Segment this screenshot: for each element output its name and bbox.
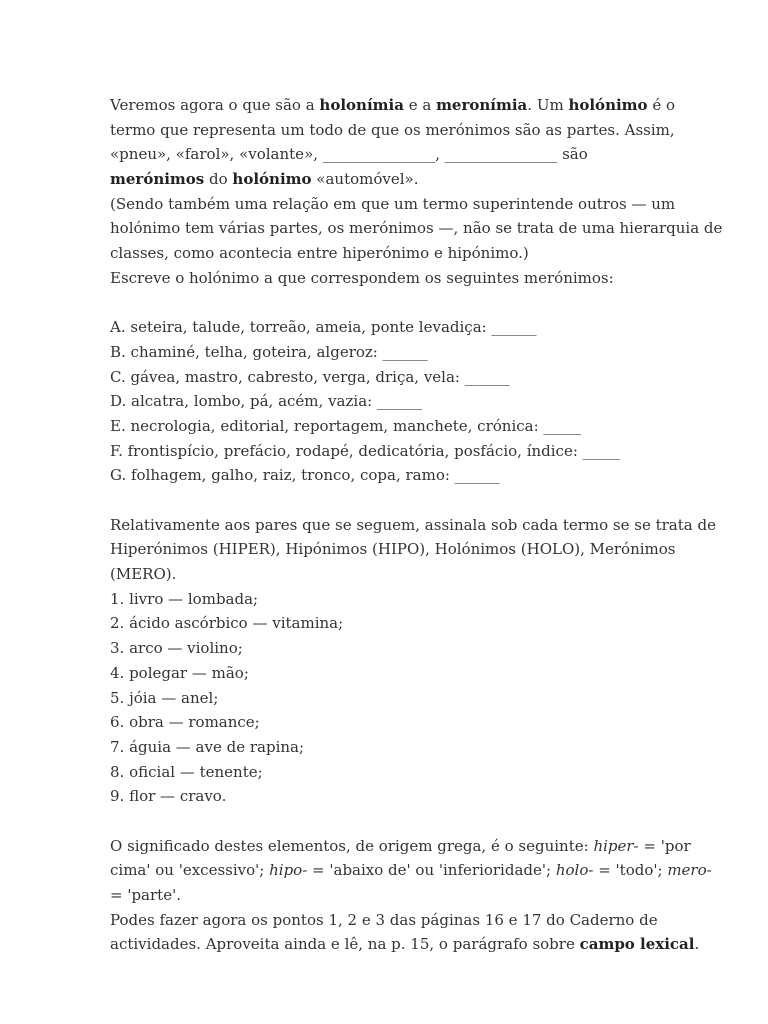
exercise1-item: F. frontispício, prefácio, rodapé, dedicatória, posfácio, índice: _____ [110,441,621,460]
exercise2-item: 9. flor — cravo. [110,787,227,806]
text: . Um [527,96,569,114]
exercise2-item: 3. arco — violino; [110,639,243,658]
exercise2-item: 8. oficial — tenente; [110,762,263,781]
instruction-line-5 [110,932,700,957]
exercise2-instruction-line: Hiperónimos (HIPER), Hipónimos (HIPO), Holónimos (HOLO), Merónimos [110,540,676,559]
text: = 'por [638,836,691,855]
text: do [204,170,233,189]
instruction-line-4: Podes fazer agora os pontos 1, 2 e 3 das páginas 16 e 17 do Caderno de [110,910,658,929]
text: = 'todo'; [593,861,668,880]
prefix-hipo: hipo- [269,861,308,880]
intro-line-1 [110,93,676,118]
intro-line-2: termo que representa um todo de que os merónimos são as partes. Assim, [110,120,675,139]
intro-line-3: «pneu», «farol», «volante», _______________, _______________ são [110,145,588,164]
text: = 'abaixo de' ou 'inferioridade'; [307,861,556,880]
text: O significado destes elementos, de origem grega, é o seguinte: [110,836,594,855]
exercise2-item: 5. jóia — anel; [110,688,219,707]
exercise2-item: 1. livro — lombada; [110,589,259,608]
document-body [110,93,723,957]
text: «automóvel». [311,170,419,189]
term-holonimo: holónimo [232,170,312,189]
text: . [694,935,700,954]
exercise1-item: G. folhagem, galho, raiz, tronco, copa, ramo: ______ [110,466,500,485]
term-holonimo: holónimo [568,96,648,114]
etymology-line-2 [110,858,712,883]
exercise2-instruction-line: Relativamente aos pares que se seguem, assinala sob cada termo se se trata de [110,515,716,534]
intro-line-6: holónimo tem várias partes, os merónimos —, não se trata de uma hierarquia de [110,219,723,238]
exercise2-item: 6. obra — romance; [110,713,260,732]
text: e a [403,96,437,114]
term-meronimia: meronímia [436,96,528,114]
exercise1-item: E. necrologia, editorial, reportagem, manchete, crónica: _____ [110,416,581,435]
exercise2-instruction-line: (MERO). [110,565,177,584]
term-campo-lexical: campo lexical [579,935,695,954]
exercise2-item: 7. águia — ave de rapina; [110,737,305,756]
intro-line-4 [110,167,660,192]
exercise1-item: B. chaminé, telha, goteira, algeroz: ______ [110,342,428,361]
text: cima' ou 'excessivo'; [110,861,270,880]
prefix-hiper: hiper- [593,836,639,855]
text: Veremos agora o que são a [110,96,320,114]
term-holonimia: holonímia [319,96,404,114]
intro-line-7: classes, como acontecia entre hiperónimo e hipónimo.) [110,244,529,263]
exercise1-item: A. seteira, talude, torreão, ameia, ponte levadiça: ______ [110,318,537,337]
exercise2-item: 2. ácido ascórbico — vitamina; [110,614,344,633]
prefix-holo: holo- [555,861,594,880]
exercise2-item: 4. polegar — mão; [110,663,249,682]
intro-line-5: (Sendo também uma relação em que um termo superintende outros — um [110,194,676,213]
etymology-line-1 [110,834,691,859]
exercise1-item: D. alcatra, lombo, pá, acém, vazia: ______ [110,392,422,411]
exercise1-instruction: Escreve o holónimo a que correspondem os seguintes merónimos: [110,268,614,287]
prefix-mero: mero- [667,861,712,880]
exercise1-item: C. gávea, mastro, cabresto, verga, driça, vela: ______ [110,367,510,386]
text: é o [647,96,676,114]
term-meronimos: merónimos [110,170,205,189]
etymology-line-3: = 'parte'. [110,886,181,904]
text: actividades. Aproveita ainda e lê, na p. 15, o parágrafo sobre [110,935,580,954]
